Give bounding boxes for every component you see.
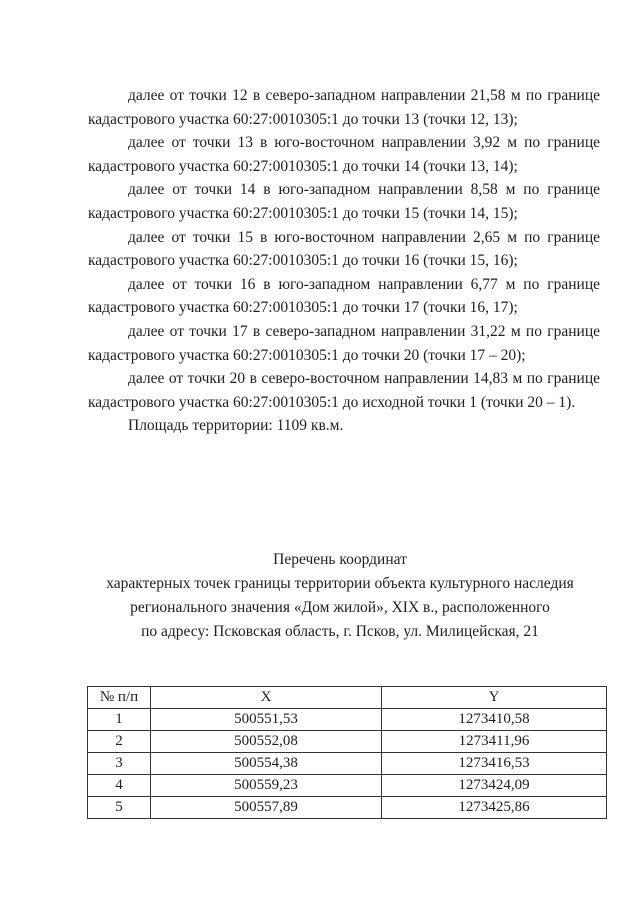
boundary-description	[88, 84, 600, 438]
column-header-x: X	[151, 687, 382, 709]
coordinates-heading	[60, 548, 620, 644]
cell-number: 3	[88, 753, 151, 775]
paragraph: далее от точки 17 в северо-западном направлении 31,22 м по границе кадастрового участка 60:27:0010305:1 до точки 20 (точки 17 – 20);	[88, 322, 600, 364]
cell-x: 500551,53	[151, 709, 382, 731]
cell-y: 1273425,86	[382, 797, 607, 819]
paragraph: далее от точки 16 в юго-западном направлении 6,77 м по границе кадастрового участка 60:27:0010305:1 до точки 17 (точки 16, 17);	[88, 275, 600, 317]
heading-line: регионального значения «Дом жилой», XIX в., расположенного	[130, 599, 550, 616]
coordinates-table	[87, 686, 607, 819]
cell-x: 500557,89	[151, 797, 382, 819]
area-statement: Площадь территории: 1109 кв.м.	[128, 417, 344, 435]
paragraph: далее от точки 12 в северо-западном направлении 21,58 м по границе кадастрового участка 60:27:0010305:1 до точки 13 (точки 12, 13);	[88, 87, 600, 128]
table-header-row	[88, 687, 607, 709]
paragraph: далее от точки 15 в юго-восточном направлении 2,65 м по границе кадастрового участка 60:27:0010305:1 до точки 16 (точки 15, 16);	[88, 228, 600, 270]
heading-line: по адресу: Псковская область, г. Псков, ул. Милицейская, 21	[141, 623, 539, 640]
table-row	[88, 775, 607, 797]
cell-y: 1273424,09	[382, 775, 607, 797]
cell-x: 500554,38	[151, 753, 382, 775]
table-row	[88, 753, 607, 775]
table-row	[88, 731, 607, 753]
paragraph: далее от точки 13 в юго-восточном направлении 3,92 м по границе кадастрового участка 60:27:0010305:1 до точки 14 (точки 13, 14);	[88, 134, 600, 175]
cell-x: 500559,23	[151, 775, 382, 797]
heading-line: характерных точек границы территории объекта культурного наследия	[106, 575, 574, 592]
column-header-y: Y	[382, 687, 607, 709]
table-row	[88, 709, 607, 731]
cell-number: 1	[88, 709, 151, 731]
cell-number: 4	[88, 775, 151, 797]
paragraph: далее от точки 20 в северо-восточном направлении 14,83 м по границе кадастрового участка 60:27:0010305:1 до исходной точки 1 (точки 20 – 1).	[88, 370, 600, 411]
cell-x: 500552,08	[151, 731, 382, 753]
cell-y: 1273410,58	[382, 709, 607, 731]
cell-number: 5	[88, 797, 151, 819]
heading-line: Перечень координат	[273, 551, 407, 568]
cell-number: 2	[88, 731, 151, 753]
cell-y: 1273411,96	[382, 731, 607, 753]
cell-y: 1273416,53	[382, 753, 607, 775]
column-header-number: № п/п	[88, 687, 151, 709]
table-row	[88, 797, 607, 819]
paragraph: далее от точки 14 в юго-западном направлении 8,58 м по границе кадастрового участка 60:27:0010305:1 до точки 15 (точки 14, 15);	[88, 181, 600, 222]
